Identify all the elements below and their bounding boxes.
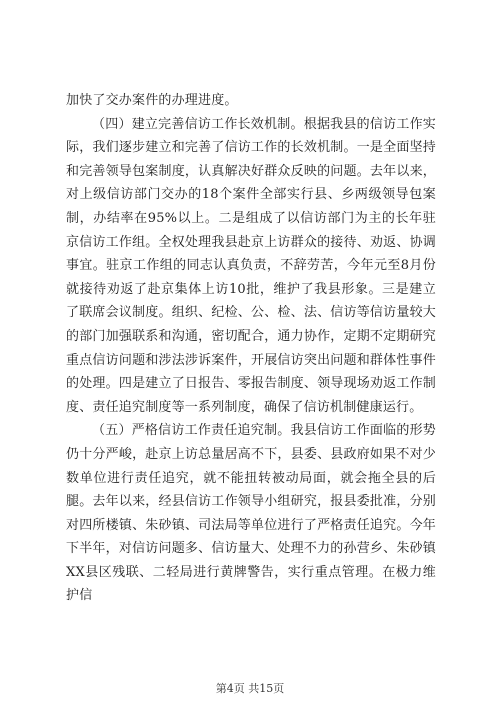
paragraph-section-five: （五）严格信访工作责任追究制。我县信访工作面临的形势仍十分严峻，赴京上访总量居高不下，县委、县政府如果不对少数单位进行责任追究，就不能扭转被动局面，就会拖全县的后腿。去年以来，经县信访工作领导小组研究，报县委批准，分别对四所楼镇、朱砂镇、司法局等单位进行了严格责任追究。今年下半年，对信访问题多、信访量大、处理不力的孙营乡、朱砂镇XX县区残联、二轻局进行黄牌警告，实行重点管理。在极力维护信 [66,423,436,604]
paragraph-continuation: 加快了交办案件的办理进度。 [66,93,238,108]
document-body [66,89,436,608]
paragraph-section-four: （四）建立完善信访工作长效机制。根据我县的信访工作实际，我们逐步建立和完善了信访工作的长效机制。一是全面坚持和完善领导包案制度，认真解决好群众反映的问题。去年以来，对上级信访部门交办的18个案件全部实行县、乡两级领导包案制，办结率在95%以上。二是组成了以信访部门为主的长年驻京信访工作组。全权处理我县赴京上访群众的接待、劝返、协调事宜。驻京工作组的同志认真负责，不辞劳苦，今年元至8月份就接待劝返了赴京集体上访10批，维护了我县形象。三是建立了联席会议制度。组织、纪检、公、检、法、信访等信访量较大的部门加强联系和沟通，密切配合，通力协作，定期不定期研究重点信访问题和涉法涉诉案件，开展信访突出问题和群体性事件的处理。四是建立了日报告、零报告制度、领导现场劝返工作制度、责任追究制度等一系列制度，确保了信访机制健康运行。 [66,116,436,415]
page-footer: 第4页 共15页 [215,682,285,695]
